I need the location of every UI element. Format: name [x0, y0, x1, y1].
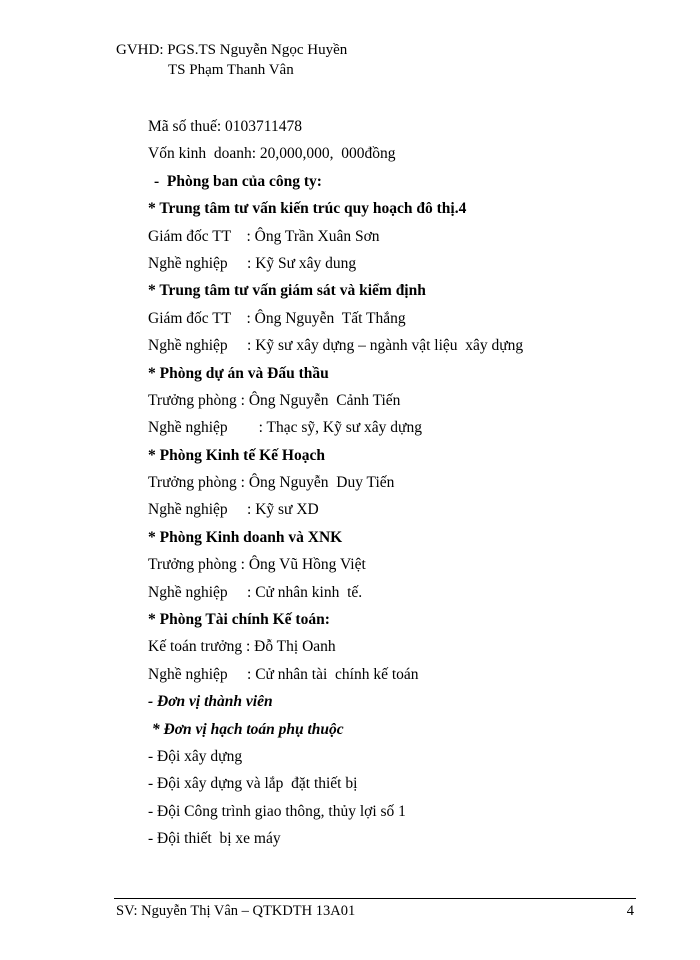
page-footer	[116, 902, 634, 920]
unit-list-item: - Đội Công trình giao thông, thủy lợi số 1	[148, 802, 406, 820]
page-header	[116, 40, 347, 80]
profession-line: Nghề nghiệp : Kỹ sư XD	[148, 501, 319, 519]
dept-heading-finance: * Phòng Tài chính Kế toán:	[148, 611, 330, 629]
dept-heading-urban-planning: * Trung tâm tư vấn kiến trúc quy hoạch đô thị.4	[148, 200, 467, 218]
profession-line: Nghề nghiệp : Cử nhân kinh tế.	[148, 583, 363, 601]
capital-line: Vốn kinh doanh: 20,000,000, 000đồng	[148, 145, 396, 163]
dependent-units-heading: * Đơn vị hạch toán phụ thuộc	[148, 720, 344, 738]
dept-heading-business: * Phòng Kinh doanh và XNK	[148, 528, 343, 546]
footer-divider	[114, 898, 636, 899]
unit-list-item: - Đội xây dựng	[148, 747, 243, 765]
head-line: Trưởng phòng : Ông Nguyễn Cảnh Tiến	[148, 391, 401, 409]
profession-line: Nghề nghiệp : Thạc sỹ, Kỹ sư xây dựng	[148, 419, 422, 437]
unit-list-item: - Đội xây dựng và lắp đặt thiết bị	[148, 775, 358, 793]
profession-line: Nghề nghiệp : Kỹ Sư xây dung	[148, 254, 357, 272]
supervisor-line-2: TS Phạm Thanh Vân	[168, 62, 294, 78]
document-body	[148, 113, 668, 853]
profession-line: Nghề nghiệp : Cử nhân tài chính kế toán	[148, 665, 419, 683]
unit-list-item: - Đội thiết bị xe máy	[148, 830, 281, 848]
head-line: Trưởng phòng : Ông Nguyễn Duy Tiến	[148, 474, 395, 492]
tax-code-line: Mã số thuế: 0103711478	[148, 118, 302, 135]
profession-line: Nghề nghiệp : Kỹ sư xây dựng – ngành vật liệu xây dựng	[148, 337, 524, 355]
student-info: SV: Nguyễn Thị Vân – QTKDTH 13A01	[116, 903, 356, 919]
departments-heading: - Phòng ban của công ty:	[154, 172, 322, 190]
page-number: 4	[626, 903, 634, 919]
dept-heading-planning: * Phòng Kinh tế Kế Hoạch	[148, 446, 325, 464]
head-line: Trưởng phòng : Ông Vũ Hồng Việt	[148, 556, 366, 574]
director-line: Giám đốc TT : Ông Nguyễn Tất Thắng	[148, 309, 406, 327]
member-units-heading: - Đơn vị thành viên	[148, 693, 273, 711]
director-line: Giám đốc TT : Ông Trần Xuân Sơn	[148, 227, 380, 245]
dept-heading-projects: * Phòng dự án và Đấu thầu	[148, 364, 329, 382]
chief-accountant-line: Kế toán trưởng : Đỗ Thị Oanh	[148, 638, 336, 656]
dept-heading-supervision: * Trung tâm tư vấn giám sát và kiểm định	[148, 282, 426, 300]
supervisor-line-1: GVHD: PGS.TS Nguyễn Ngọc Huyền	[116, 42, 348, 58]
